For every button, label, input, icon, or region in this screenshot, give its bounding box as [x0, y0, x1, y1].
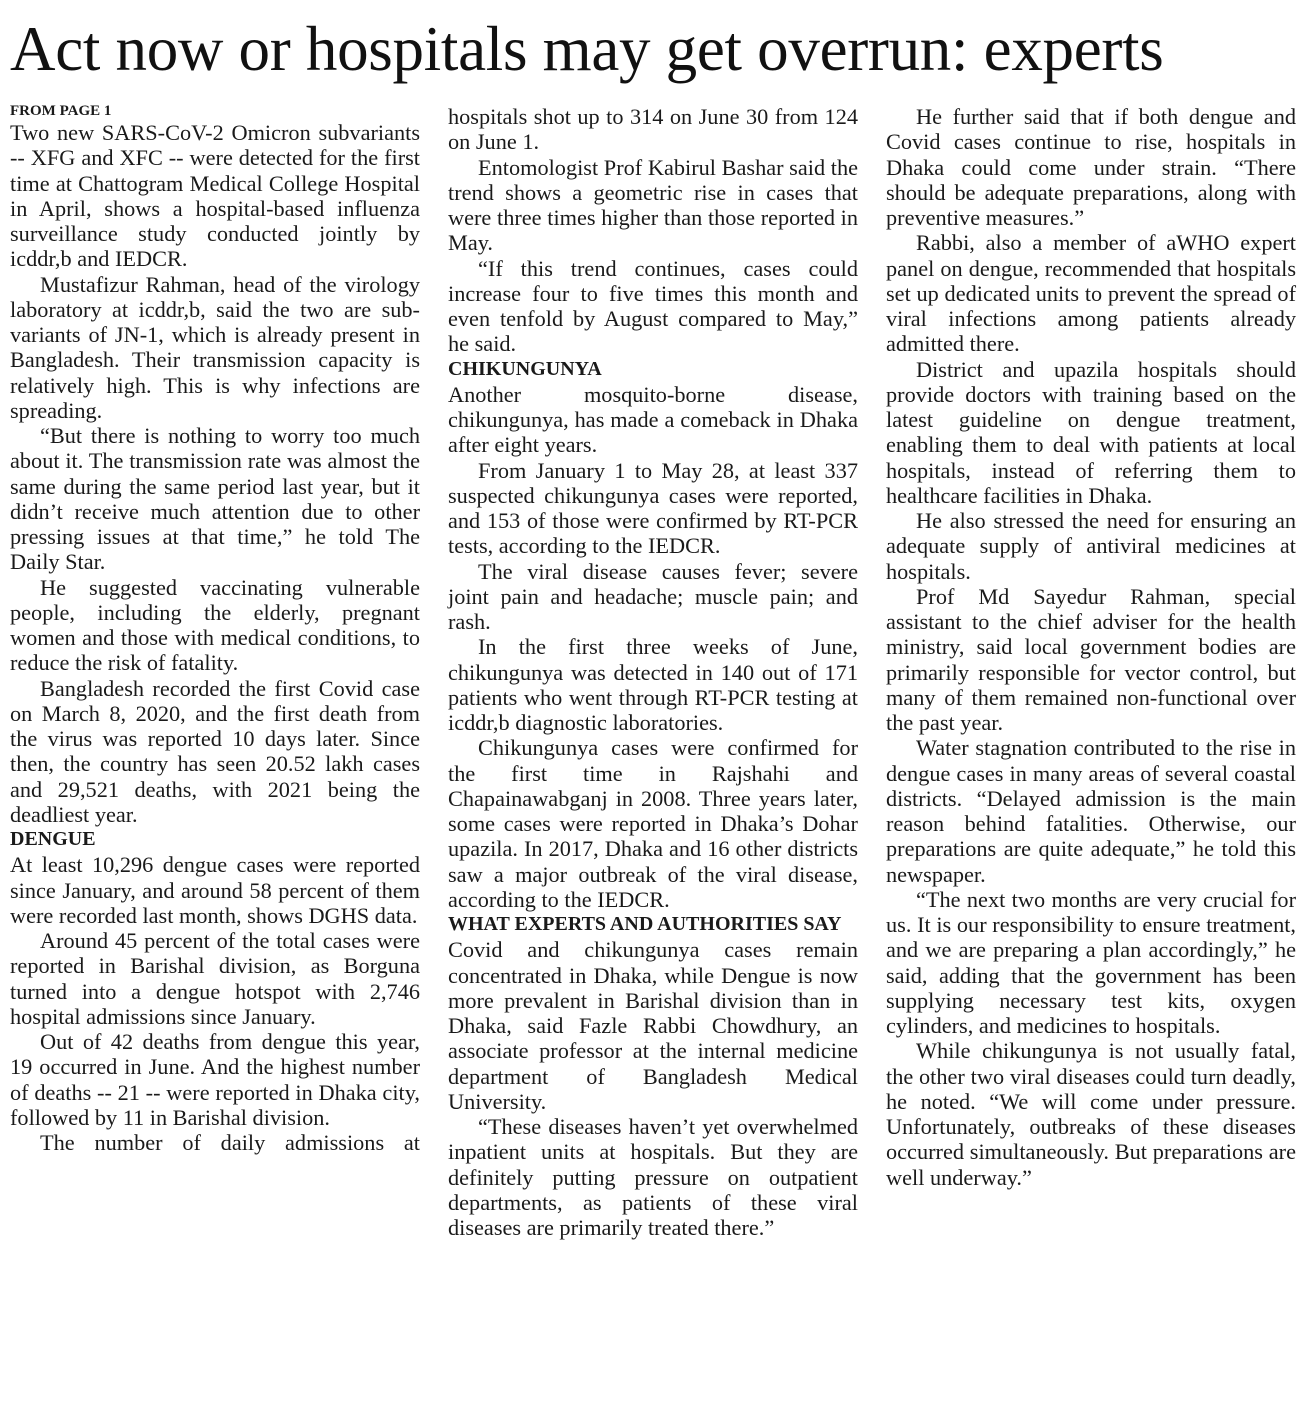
section-subhead: DENGUE [10, 828, 96, 850]
paragraph: Rabbi, also a member of aWHO expert panel on dengue, recommended that hospitals set up dedicated units to prevent the spread of viral infections among patients already admitted there. [886, 230, 1296, 357]
paragraph: At least 10,296 dengue cases were reported since January, and around 58 percent of them were recorded last month, shows DGHS data. [10, 852, 420, 928]
paragraph: He suggested vaccinating vulnerable people, including the elderly, pregnant women and those with medical conditions, to reduce the risk of fatality. [10, 574, 420, 676]
paragraph: “The next two months are very crucial for us. It is our responsibility to ensure treatment, and we are preparing a plan accordingly,” he said, adding that the government has been supplying necessary test kits, oxygen cylinders, and medicines to hospitals. [886, 886, 1296, 1038]
paragraph: From January 1 to May 28, at least 337 suspected chikungunya cases were reported, and 153 of those were confirmed by RT-PCR tests, according to the IEDCR. [448, 457, 858, 559]
paragraph: In the first three weeks of June, chikungunya was detected in 140 out of 171 patients who went through RT-PCR testing at icddr,b diagnostic laboratories. [448, 634, 858, 735]
paragraph: “But there is nothing to worry too much about it. The transmission rate was almost the same during the same period last year, but it didn’t receive much attention due to other pressing issues at that time,” he told The Daily Star. [10, 423, 420, 575]
paragraph: Covid and chikungunya cases remain concentrated in Dhaka, while Dengue is now more prevalent in Barishal division than in Dhaka, said Fazle Rabbi Chowdhury, an associate professor at the internal medicine department of Bangladesh Medical University. [448, 937, 858, 1114]
section-subhead: CHIKUNGUNYA [448, 357, 602, 380]
headline: Act now or hospitals may get overrun: experts [10, 14, 1164, 84]
continuation-kicker: FROM PAGE 1 [10, 103, 112, 119]
paragraph: Water stagnation contributed to the rise in dengue cases in many areas of several coastal districts. “Delayed admission is the main reason behind fatalities. Otherwise, our preparations are quite adequate,” he told this newspaper. [886, 735, 1296, 887]
paragraph: Entomologist Prof Kabirul Bashar said the trend shows a geometric rise in cases that were three times higher than those reported in May. [448, 154, 858, 256]
paragraph: Out of 42 deaths from dengue this year, 19 occurred in June. And the highest number of deaths -- 21 -- were reported in Dhaka city, followed by 11 in Barishal division. [10, 1029, 420, 1130]
paragraph: Chikungunya cases were confirmed for the first time in Rajshahi and Chapainawabganj in 2008. Three years later, some cases were reported in Dhaka’s Dohar upazila. In 2017, Dhaka and 16 other districts saw a major outbreak of the viral disease, according to the IEDCR. [448, 735, 858, 912]
paragraph: hospitals shot up to 314 on June 30 from 124 on June 1. [448, 104, 858, 155]
paragraph: He further said that if both dengue and Covid cases continue to rise, hospitals in Dhaka could come under strain. “There should be adequate preparations, along with preventive measures.” [886, 104, 1296, 230]
paragraph: “If this trend continues, cases could increase four to five times this month and even tenfold by August compared to May,” he said. [448, 255, 858, 357]
section-subhead: WHAT EXPERTS AND AUTHORITIES SAY [448, 913, 842, 935]
paragraph: Around 45 percent of the total cases were reported in Barishal division, as Borguna turned into a dengue hotspot with 2,746 hospital admissions since January. [10, 928, 420, 1029]
paragraph: The viral disease causes fever; severe joint pain and headache; muscle pain; and rash. [448, 558, 858, 634]
paragraph: Two new SARS-CoV-2 Omicron subvariants -- XFG and XFC -- were detected for the first time at Chattogram Medical College Hospital in April, shows a hospital-based influenza surveillance study conducted jointly by icddr,b and IEDCR. [10, 120, 420, 272]
paragraph: Bangladesh recorded the first Covid case on March 8, 2020, and the first death from the virus was reported 10 days later. Since then, the country has seen 20.52 lakh cases and 29,521 deaths, with 2021 being the deadliest year. [10, 675, 420, 827]
paragraph: While chikungunya is not usually fatal, the other two viral diseases could turn deadly, he noted. “We will come under pressure. Unfortunately, outbreaks of these diseases occurred simultaneously. But preparations are well underway.” [886, 1038, 1296, 1190]
paragraph: Another mosquito-borne disease, chikungunya, has made a comeback in Dhaka after eight years. [448, 381, 858, 458]
paragraph: He also stressed the need for ensuring an adequate supply of antiviral medicines at hospitals. [886, 508, 1296, 584]
article-column-2 [448, 104, 858, 1240]
paragraph: Mustafizur Rahman, head of the virology laboratory at icddr,b, said the two are sub-variants of JN-1, which is already present in Bangladesh. Their transmission capacity is relatively high. This is why infections are spreading. [10, 271, 420, 423]
article-column-1 [10, 104, 420, 1155]
paragraph: “These diseases haven’t yet overwhelmed inpatient units at hospitals. But they are definitely putting pressure on outpatient departments, as patients of these viral diseases are primarily treated there.” [448, 1114, 858, 1240]
paragraph: District and upazila hospitals should provide doctors with training based on the latest guideline on dengue treatment, enabling them to deal with patients at local hospitals, instead of referring them to healthcare facilities in Dhaka. [886, 356, 1296, 508]
paragraph: Prof Md Sayedur Rahman, special assistant to the chief adviser for the health ministry, said local government bodies are primarily responsible for vector control, but many of them remained non-functional over the past year. [886, 583, 1296, 735]
article-column-3 [886, 104, 1296, 1190]
paragraph: The number of daily admissions at [40, 1130, 420, 1155]
